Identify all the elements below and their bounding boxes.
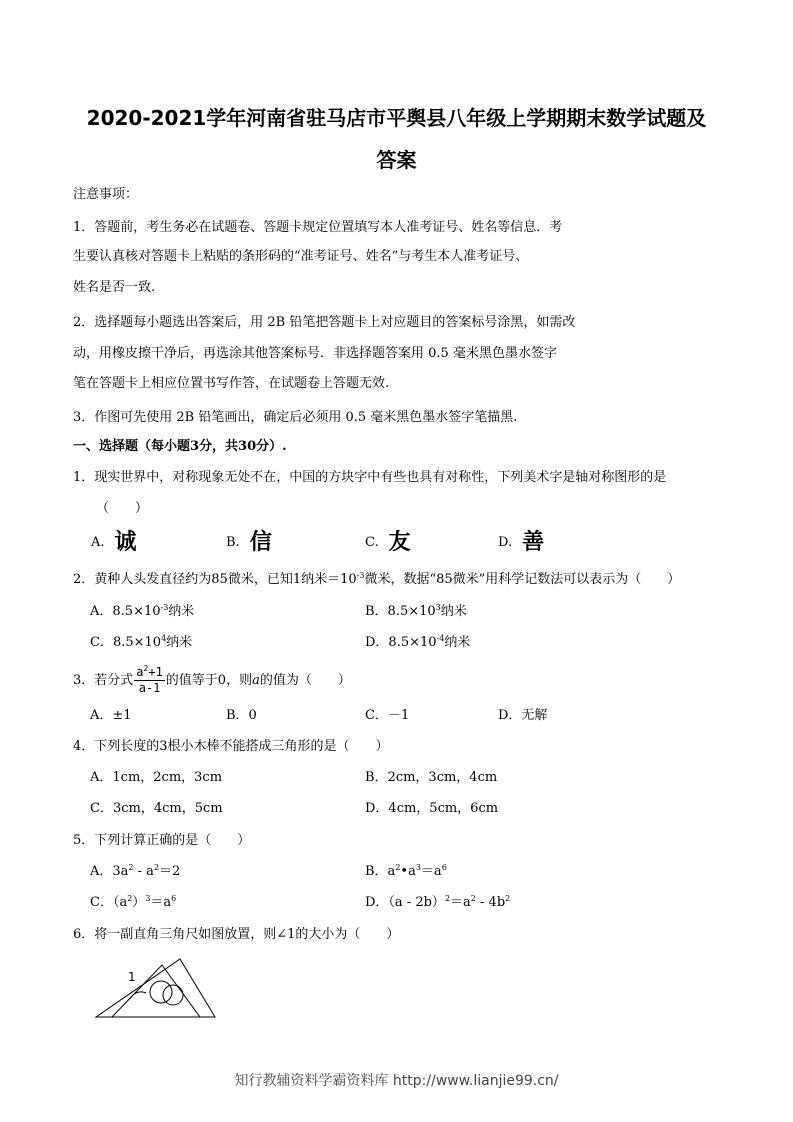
exponent: -4 [436,634,445,643]
variable: a [252,673,260,688]
question-5-option-d [365,894,510,912]
exponent: 6 [441,863,447,872]
notice-heading: 注意事项： [73,187,139,202]
text: C．（a [90,895,128,910]
section-heading: 一、选择题（每小题3分，共30分）. [73,439,287,454]
triangle-ruler-large [96,959,215,1017]
triangle-ruler-small [112,965,200,1017]
question-5-option-c [90,894,176,912]
angle-label: 1 [128,970,136,984]
option-letter: B. [226,535,240,550]
triangle-rulers-figure [88,955,228,1025]
fraction [134,665,165,696]
question-2-option-a [90,603,194,621]
question-4-option-d: D．4cm，5cm，6cm [365,801,499,816]
footer-watermark: 知行教辅资料学霸资料库 http://www.lianjie99.cn/ [234,1073,559,1089]
text: ＝a [150,895,172,910]
page-title-continued: 答案 [376,148,417,172]
text: B．a [365,864,396,879]
text: D．8.5×10 [365,635,437,650]
question-4-stem: 4．下列长度的3根小木棒不能搭成三角形的是（ ） [73,739,389,754]
option-character: 信 [249,530,272,555]
exponent: 2 [444,894,451,903]
question-3-option-c: C．－1 [365,708,410,723]
exponent: 2 [153,863,160,872]
text: a [136,665,144,679]
text: - 4b [475,895,506,910]
text: +1 [148,665,163,679]
text: 的值等于0，则 [165,673,253,688]
question-3-stem [73,664,351,698]
option-letter: A. [91,535,105,550]
question-6-stem: 6．将一副直角三角尺如图放置，则∠1的大小为（ ） [73,927,400,942]
ruler-hole-circle [163,985,183,1005]
question-4-option-b: B．2cm，3cm，4cm [365,770,498,785]
question-4-option-a: A．1cm，2cm，3cm [90,770,223,785]
question-3-option-a: A．±1 [90,708,132,723]
text: 纳米 [166,635,193,650]
notice-line: 生要认真核对答题卡上粘贴的条形码的“准考证号、姓名”与考生本人准考证号、 [73,249,529,264]
exponent: 6 [171,894,177,903]
question-1-paren: （ ） [96,501,149,516]
question-1-option-d [498,530,545,555]
text: B．8.5×10 [365,604,436,619]
exponent: 2 [143,664,149,673]
question-5-option-a [90,863,180,881]
option-character: 友 [388,530,411,555]
exponent: 3 [435,603,441,612]
text: 3．若分式 [73,673,134,688]
question-2-option-c [90,634,192,652]
notice-line: 3．作图可先使用 2B 铅笔画出，确定后必须用 0.5 毫米黑色墨水签字笔描黑. [73,410,518,425]
option-character: 善 [522,530,545,555]
text: A．3a [90,864,129,879]
notice-line: 笔在答题卡上相应位置书写作答，在试题卷上答题无效. [73,376,390,391]
fraction-denominator: a-1 [138,681,161,695]
notice-line: 1．答题前，考生务必在试题卷、答题卡规定位置填写本人准考证号、姓名等信息．考 [73,220,563,235]
notice-line: 姓名是否一致. [73,280,156,295]
question-4-option-c: C．3cm，4cm，5cm [90,801,223,816]
text: 2．黄种人头发直径约为85微米，已知1纳米＝10 [73,572,357,587]
option-character: 诚 [114,530,137,555]
question-5-stem: 5．下列计算正确的是（ ） [73,833,251,848]
text: •a [400,864,416,879]
question-2-option-b [365,603,467,621]
exponent: -3 [356,571,365,580]
exponent: 2 [128,863,134,872]
angle-arc [130,992,146,999]
question-3-option-b: B．0 [226,708,257,723]
text: C．8.5×10 [90,635,162,650]
text: ＝a [450,895,471,910]
exponent: 3 [415,863,421,872]
text: 的值为（ ） [259,673,351,688]
text: ） [132,895,146,910]
text: 纳米 [444,635,471,650]
notice-line: 动，用橡皮擦干净后，再选涂其他答案标号．非选择题答案用 0.5 毫米黑色墨水签字 [73,346,557,361]
page-title: 2020-2021学年河南省驻马店市平舆县八年级上学期期末数学试题及 [86,106,707,130]
exponent: 2 [127,894,133,903]
text: 纳米 [168,604,195,619]
exponent: 3 [145,894,151,903]
option-letter: C. [365,535,379,550]
option-letter: D. [498,535,513,550]
text: A．8.5×10 [90,604,161,619]
text: 纳米 [440,604,467,619]
text: ＝a [420,864,442,879]
exponent: 2 [505,894,511,903]
question-1-option-a [91,530,137,555]
question-2-stem [73,571,680,589]
notice-line: 2．选择题每小题选出答案后，用 2B 铅笔把答题卡上对应题目的答案标号涂黑，如需改 [73,315,576,330]
question-3-option-d: D．无解 [498,708,548,723]
question-2-option-d [365,634,470,652]
ruler-hole-circle [150,981,172,1003]
exponent: 2 [395,863,401,872]
question-5-option-b [365,863,447,881]
text: D．（a - 2b） [365,895,445,910]
text: 微米，数据“85微米”用科学记数法可以表示为（ ） [364,572,681,587]
text: - a [133,864,154,879]
exponent: -3 [160,603,169,612]
text: ＝2 [159,864,181,879]
fraction-numerator [134,665,165,681]
question-1-stem: 1．现实世界中，对称现象无处不在，中国的方块字中有些也具有对称性，下列美术字是轴对称图形的是 [73,470,667,485]
question-1-option-c [365,530,411,555]
exponent: 4 [161,634,167,643]
exponent: 2 [470,894,476,903]
question-1-option-b [226,530,272,555]
